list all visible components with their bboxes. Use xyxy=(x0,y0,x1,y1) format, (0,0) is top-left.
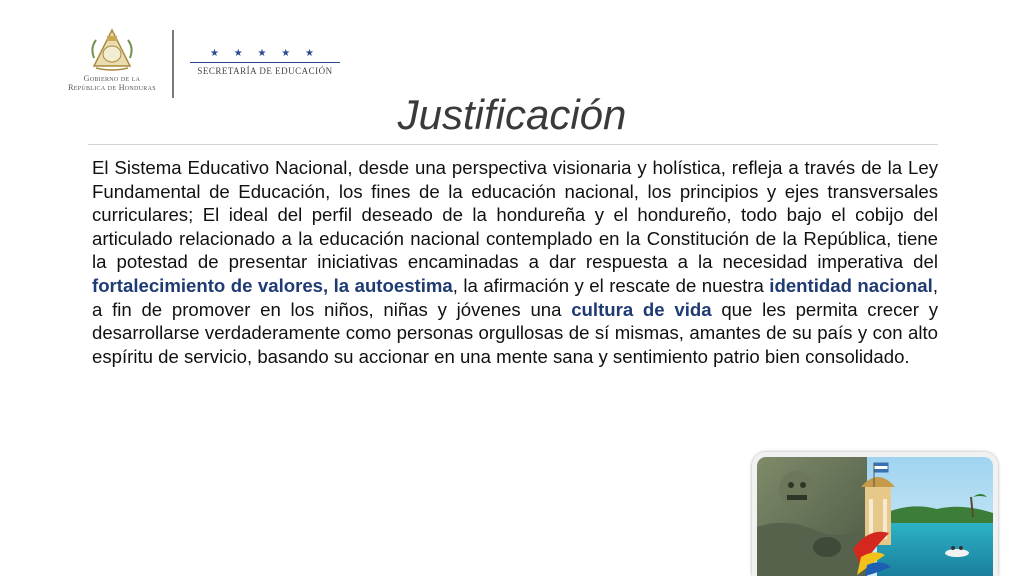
collage-illustration xyxy=(757,457,993,576)
government-logo xyxy=(60,28,164,92)
highlight-fortalecimiento: fortalecimiento de valores xyxy=(92,274,324,296)
body-text-segment: El Sistema Educativo Nacional, desde una perspectiva visionaria y holística, refleja a través de la Ley Fundamental de Educación, los fines de la educación nacional, los principios y ejes transversales curriculares; El ideal del perfil deseado de la hondureña y el hondureño, todo bajo el cobijo del articulado relacionado a la educación nacional contemplado en la Constitución de la República, tiene la potestad de presentar iniciativas encaminadas a dar respuesta a la necesidad imperativa del xyxy=(92,157,938,273)
stars-icon: ★ ★ ★ ★ ★ xyxy=(210,48,320,59)
highlight-cultura: cultura de vida xyxy=(571,298,712,320)
secretaria-name: SECRETARÍA DE EDUCACIÓN xyxy=(197,66,333,76)
highlight-autoestima: la autoestima xyxy=(333,274,453,296)
secretaria-rule xyxy=(190,62,340,63)
title-underline xyxy=(88,144,938,145)
body-text-segment: , a fin de promover en los niños, niñas y jóvenes una xyxy=(92,274,938,320)
government-line-1: Gobierno de la xyxy=(83,74,141,83)
body-text-segment: que les permita crecer y desarrollarse verdaderamente como personas orgullosas de sí mismas, amantes de su país y con alto espíritu de servicio, basando su accionar en una mente sana y sentimiento patrio bien consolidado. xyxy=(92,298,938,367)
body-text-separator: , xyxy=(323,274,334,296)
honduras-collage-image xyxy=(752,452,998,576)
highlight-identidad: identidad nacional xyxy=(769,274,933,296)
government-line-2: República de Honduras xyxy=(68,83,156,92)
slide-title: Justificación xyxy=(397,91,627,138)
body-text-segment: , la afirmación y el rescate de nuestra xyxy=(452,274,770,296)
justification-paragraph xyxy=(92,156,938,368)
coat-of-arms-icon xyxy=(90,28,134,72)
secretaria-logo xyxy=(190,48,340,76)
